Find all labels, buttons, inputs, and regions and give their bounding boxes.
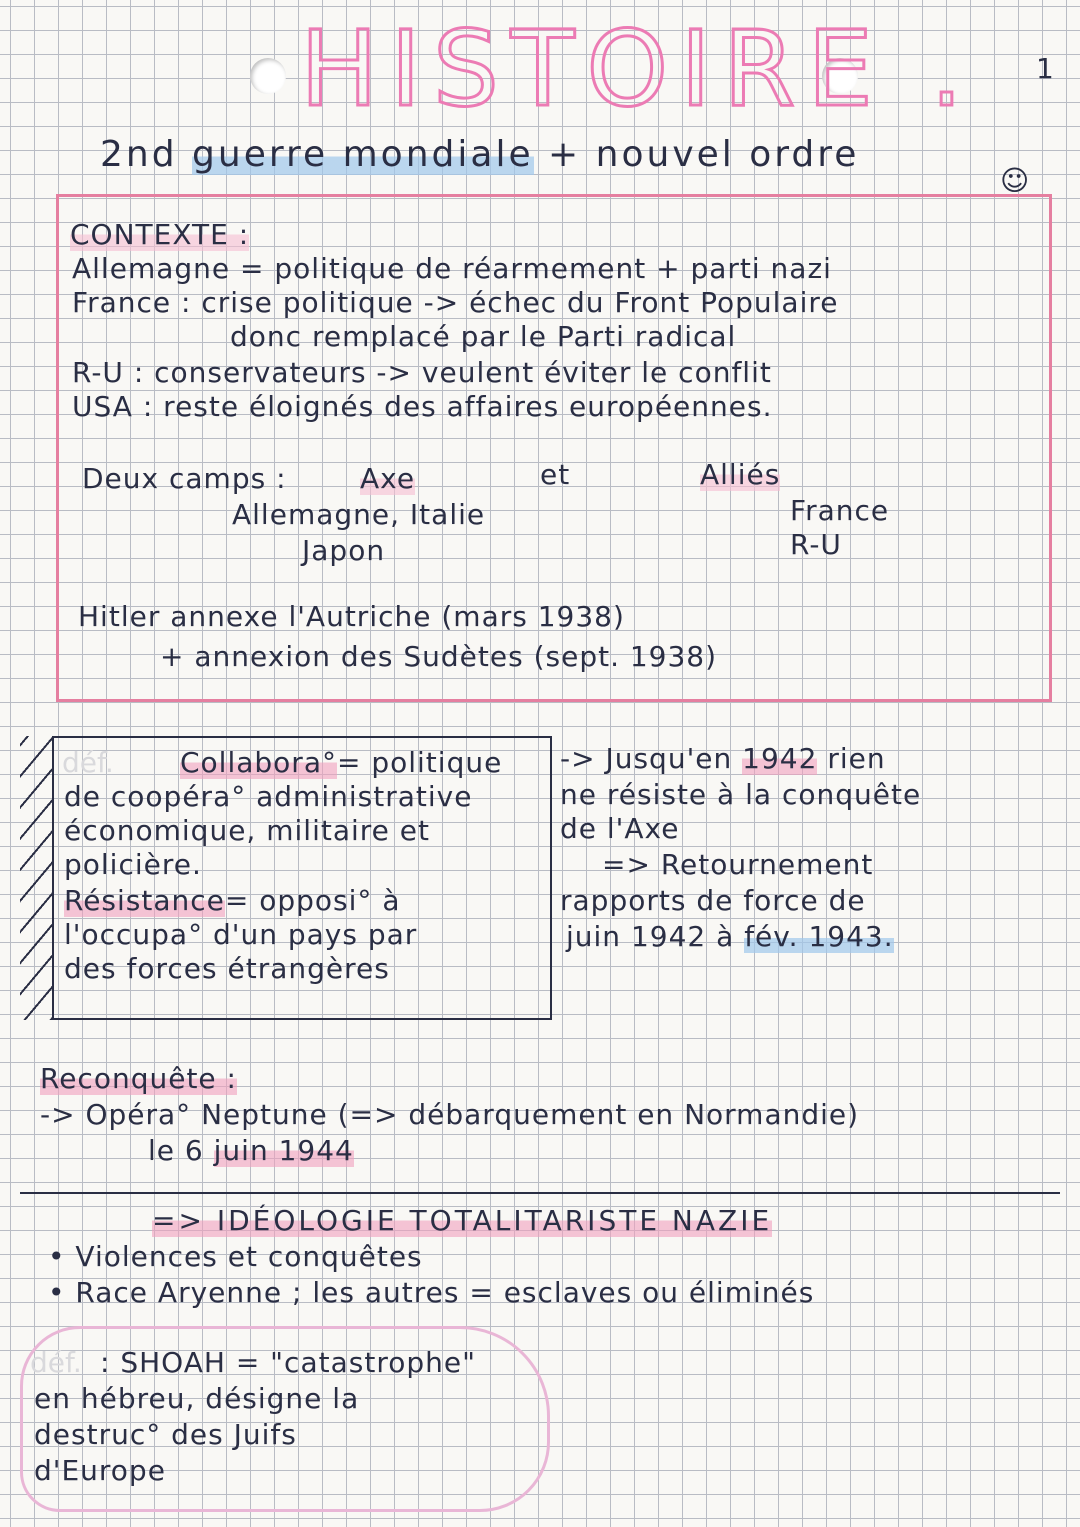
camps-intro: Deux camps : (82, 462, 287, 495)
page-number: 1 (1036, 52, 1054, 85)
collab-line-3: économique, militaire et (64, 814, 430, 847)
event-austria: Hitler annexe l'Autriche (mars 1938) (78, 600, 625, 633)
side-line-6: juin 1942 à fév. 1943. (566, 920, 894, 953)
context-line-germany: Allemagne = politique de réarmement + parti nazi (72, 252, 832, 285)
side-line-3: de l'Axe (560, 812, 680, 845)
shoah-line-2: en hébreu, désigne la (34, 1382, 360, 1415)
page-title: HISTOIRE . (300, 8, 976, 130)
shoah-tag: déf. (30, 1346, 82, 1379)
reconquest-line-1: -> Opéra° Neptune (=> débarquement en Normandie) (40, 1098, 860, 1131)
shoah-line-4: d'Europe (34, 1454, 166, 1487)
hatched-margin (20, 736, 52, 1020)
punch-hole-left (250, 58, 286, 94)
allies-members-2: R-U (790, 528, 842, 561)
reconquest-line-2: le 6 juin 1944 (148, 1134, 354, 1167)
context-heading: CONTEXTE : (70, 218, 250, 251)
allies-members-1: France (790, 494, 890, 527)
side-line-5: rapports de force de (560, 884, 866, 917)
reconquest-heading: Reconquête : (40, 1062, 237, 1095)
context-line-usa: USA : reste éloignés des affaires européennes. (72, 390, 773, 423)
side-line-2: ne résiste à la conquête (560, 778, 922, 811)
subtitle-number: 2nd (100, 134, 178, 175)
subtitle-war: guerre mondiale (192, 134, 534, 175)
event-sudetes: + annexion des Sudètes (sept. 1938) (160, 640, 718, 673)
collab-line-4: policière. (64, 848, 202, 881)
context-line-france: France : crise politique -> échec du Front Populaire (72, 286, 839, 319)
shoah-line-3: destruc° des Juifs (34, 1418, 297, 1451)
resist-line-3: des forces étrangères (64, 952, 390, 985)
resist-line-2: l'occupa° d'un pays par (64, 918, 418, 951)
definition-tag: déf. (62, 746, 114, 779)
subtitle (100, 134, 859, 175)
side-line-4: => Retournement (602, 848, 874, 881)
axis-members-2: Japon (302, 534, 386, 567)
camp-axis: Axe (360, 462, 416, 495)
context-line-uk: R-U : conservateurs -> veulent éviter le conflit (72, 356, 772, 389)
ideology-heading: => IDÉOLOGIE TOTALITARISTE NAZIE (152, 1204, 773, 1237)
section-divider (20, 1192, 1060, 1194)
axis-members-1: Allemagne, Italie (232, 498, 486, 531)
ideology-bullet-2: • Race Aryenne ; les autres = esclaves ou éliminés (48, 1276, 815, 1309)
context-line-france-2: donc remplacé par le Parti radical (230, 320, 737, 353)
camps-and: et (540, 458, 571, 491)
collab-line-2: de coopéra° administrative (64, 780, 473, 813)
resist-line-1: Résistance= opposi° à (64, 884, 401, 917)
shoah-line-1: : SHOAH = "catastrophe" (100, 1346, 476, 1379)
subtitle-order: + nouvel ordre (548, 134, 860, 175)
ideology-bullet-1: • Violences et conquêtes (48, 1240, 423, 1273)
side-line-1: -> Jusqu'en 1942 rien (560, 742, 886, 775)
smiley-icon: ☺ (1000, 164, 1030, 197)
collab-line-1: Collabora°= politique (180, 746, 503, 779)
camp-allies: Alliés (700, 458, 781, 491)
